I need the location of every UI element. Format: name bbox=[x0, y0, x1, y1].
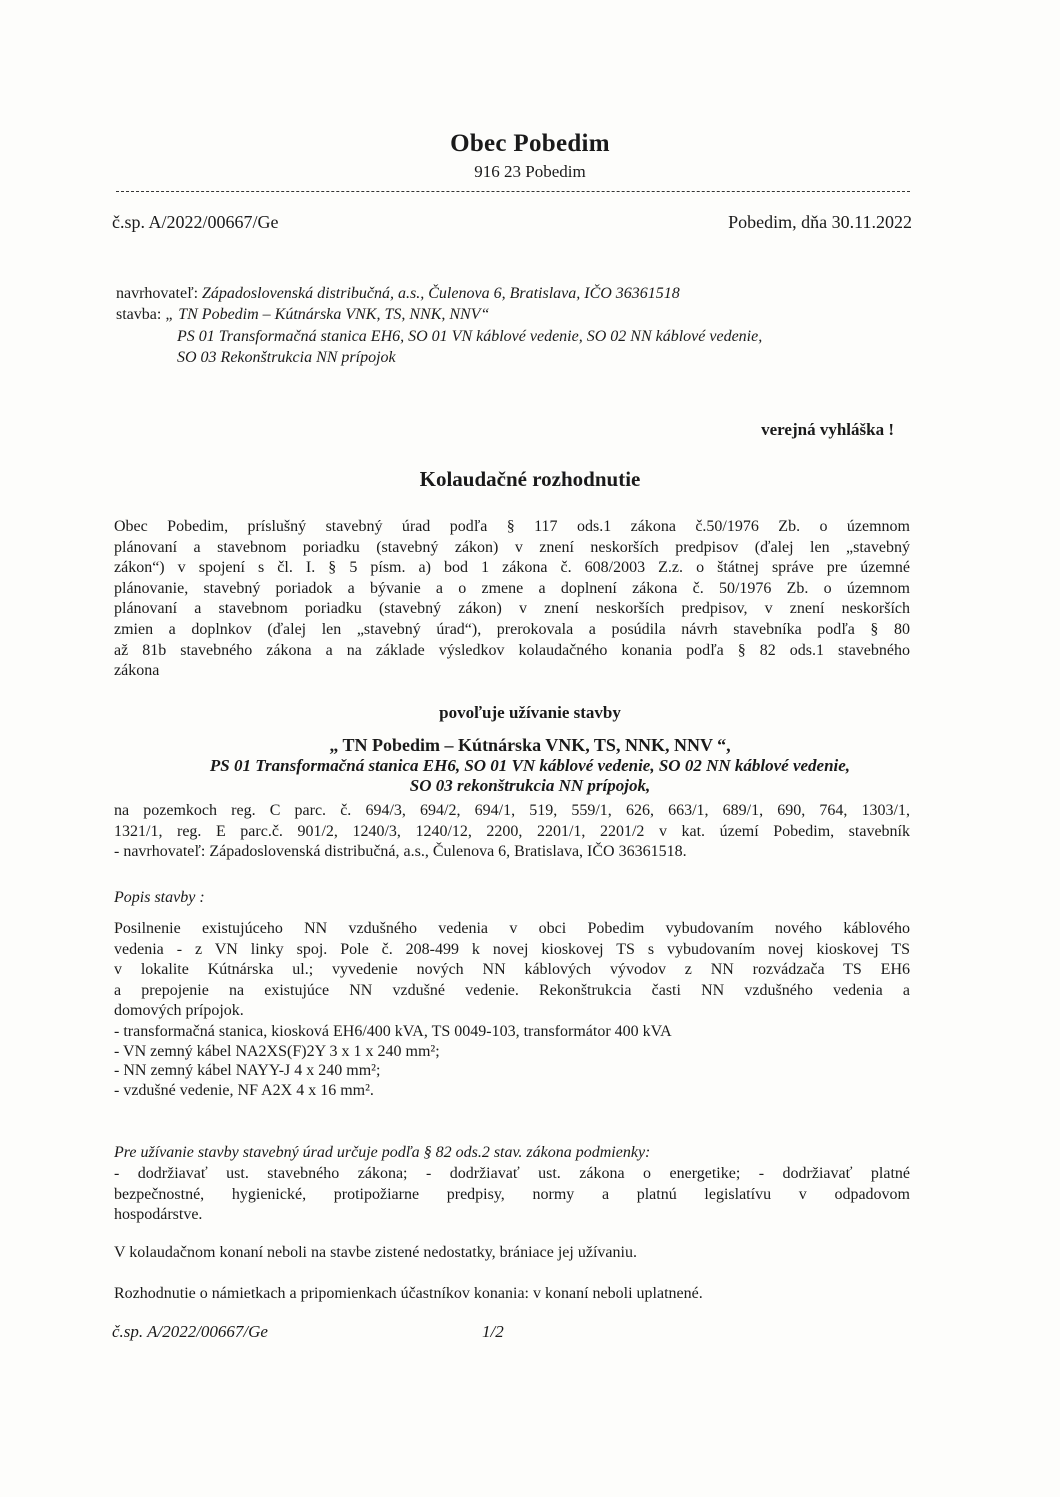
applicant-label: navrhovateľ: bbox=[116, 285, 199, 302]
description-line: domových prípojok. bbox=[114, 1002, 244, 1020]
conditions-line: - dodržiavať ust. stavebného zákona; - dodržiavať ust. zákona o energetike; - dodržiavať platné bbox=[114, 1165, 910, 1182]
place-date: Pobedim, dňa 30.11.2022 bbox=[728, 212, 912, 232]
footer-reference-number: č.sp. A/2022/00667/Ge bbox=[112, 1322, 268, 1341]
parcels-paragraph bbox=[114, 801, 910, 863]
decision-parts-line-2: SO 03 rekonštrukcia NN prípojok, bbox=[409, 776, 651, 795]
conditions-heading: Pre užívanie stavby stavebný úrad určuje podľa § 82 ods.2 stav. zákona podmienky: bbox=[114, 1144, 651, 1161]
building-parts-line-2: SO 03 Rekonštrukcia NN prípojok bbox=[177, 349, 396, 366]
building-line bbox=[116, 306, 489, 324]
intro-line: plánovaní a stavebnom poriadku (stavebný zákon) v znení neskorších predpisov (ďalej len „stavebný bbox=[114, 538, 910, 556]
building-label: stavba: bbox=[116, 306, 162, 323]
decision-building-name: „ TN Pobedim – Kútnárska VNK, TS, NNK, NNV “, bbox=[329, 735, 731, 755]
description-line: vedenia - z VN linky spoj. Pole č. 208-499 k novej kioskovej TS s vybudovaním novej kioskovej TS bbox=[114, 940, 910, 958]
building-parts-line-1: PS 01 Transformačná stanica EH6, SO 01 VN káblové vedenie, SO 02 NN káblové vedenie, bbox=[177, 328, 763, 345]
no-defects-statement: V kolaudačnom konaní neboli na stavbe zistené nedostatky, brániace jej užívaniu. bbox=[114, 1244, 637, 1261]
description-line: a prepojenie na existujúce NN vzdušné vedenie. Rekonštrukcia časti NN vzdušného vedenia a bbox=[114, 981, 910, 999]
objections-statement: Rozhodnutie o námietkach a pripomienkach účastníkov konania: v konaní neboli uplatnené. bbox=[114, 1285, 703, 1302]
list-item: - VN zemný kábel NA2XS(F)2Y 3 x 1 x 240 mm²; bbox=[114, 1042, 440, 1060]
intro-line: až 81b stavebného zákona a na základe výsledkov kolaudačného konania podľa § 82 ods.1 stavebného bbox=[114, 641, 910, 659]
reference-number: č.sp. A/2022/00667/Ge bbox=[112, 212, 279, 232]
applicant-value: Západoslovenská distribučná, a.s., Čulenova 6, Bratislava, IČO 36361518 bbox=[202, 285, 680, 302]
parcels-line: na pozemkoch reg. C parc. č. 694/3, 694/2, 694/1, 519, 559/1, 626, 663/1, 689/1, 690, 764, 1303/1, bbox=[114, 802, 910, 819]
intro-paragraph bbox=[114, 517, 910, 682]
description-line: Posilnenie existujúceho NN vzdušného vedenia v obci Pobedim vybudovaním nového káblového bbox=[114, 920, 910, 937]
building-name: „ TN Pobedim – Kútnárska VNK, TS, NNK, NNV“ bbox=[165, 306, 490, 323]
description-paragraph bbox=[114, 919, 910, 1022]
intro-line: zákona bbox=[114, 662, 160, 680]
applicant-line bbox=[116, 285, 680, 303]
page-title: Kolaudačné rozhodnutie bbox=[419, 467, 641, 491]
description-items bbox=[114, 1022, 910, 1100]
intro-line: plánovaní a stavebnom poriadku (stavebný zákon) v znení neskorších predpisov, v znení neskorších bbox=[114, 600, 910, 618]
public-notice: verejná vyhláška ! bbox=[761, 420, 894, 439]
org-address: 916 23 Pobedim bbox=[474, 162, 586, 181]
description-heading: Popis stavby : bbox=[114, 889, 205, 906]
intro-line: zákon“) v spojení s čl. I. § 5 písm. a) bod 1 zákona č. 608/2003 Z.z. o štátnej správe pre územné bbox=[114, 559, 910, 577]
parcels-line: - navrhovateľ: Západoslovenská distribučná, a.s., Čulenova 6, Bratislava, IČO 36361518. bbox=[114, 843, 687, 861]
description-line: v lokalite Kútnárska ul.; vyvedenie nových NN káblových vývodov z NN rozvádzača TS EH6 bbox=[114, 961, 910, 979]
header-divider bbox=[116, 191, 910, 192]
conditions-line: bezpečnostné, hygienické, protipožiarne predpisy, normy a platnú legislatívu v odpadovom bbox=[114, 1185, 910, 1203]
list-item: - transformačná stanica, kiosková EH6/400 kVA, TS 0049-103, transformátor 400 kVA bbox=[114, 1023, 672, 1040]
intro-line: zmien a doplnkov (ďalej len „stavebný úrad“), prerokovala a posúdila návrh stavebníka podľa § 80 bbox=[114, 620, 910, 638]
intro-line: Obec Pobedim, príslušný stavebný úrad podľa § 117 ods.1 zákona č.50/1976 Zb. o územnom bbox=[114, 518, 910, 535]
org-name: Obec Pobedim bbox=[450, 130, 610, 157]
list-item: - NN zemný kábel NAYY-J 4 x 240 mm²; bbox=[114, 1062, 381, 1079]
page-number: 1/2 bbox=[482, 1322, 504, 1341]
permits-heading: povoľuje užívanie stavby bbox=[439, 703, 621, 722]
conditions-paragraph bbox=[114, 1164, 910, 1226]
list-item: - vzdušné vedenie, NF A2X 4 x 16 mm². bbox=[114, 1081, 374, 1099]
decision-parts-line-1: PS 01 Transformačná stanica EH6, SO 01 VN káblové vedenie, SO 02 NN káblové vedenie, bbox=[209, 756, 851, 775]
parcels-line: 1321/1, reg. E parc.č. 901/2, 1240/3, 1240/12, 2200, 2201/1, 2201/2 v kat. území Pobedim, stavebník bbox=[114, 822, 910, 840]
conditions-line: hospodárstve. bbox=[114, 1206, 203, 1224]
intro-line: plánovanie, stavebný poriadok a bývanie a o zmene a doplnení zákona č. 50/1976 Zb. o územnom bbox=[114, 579, 910, 597]
